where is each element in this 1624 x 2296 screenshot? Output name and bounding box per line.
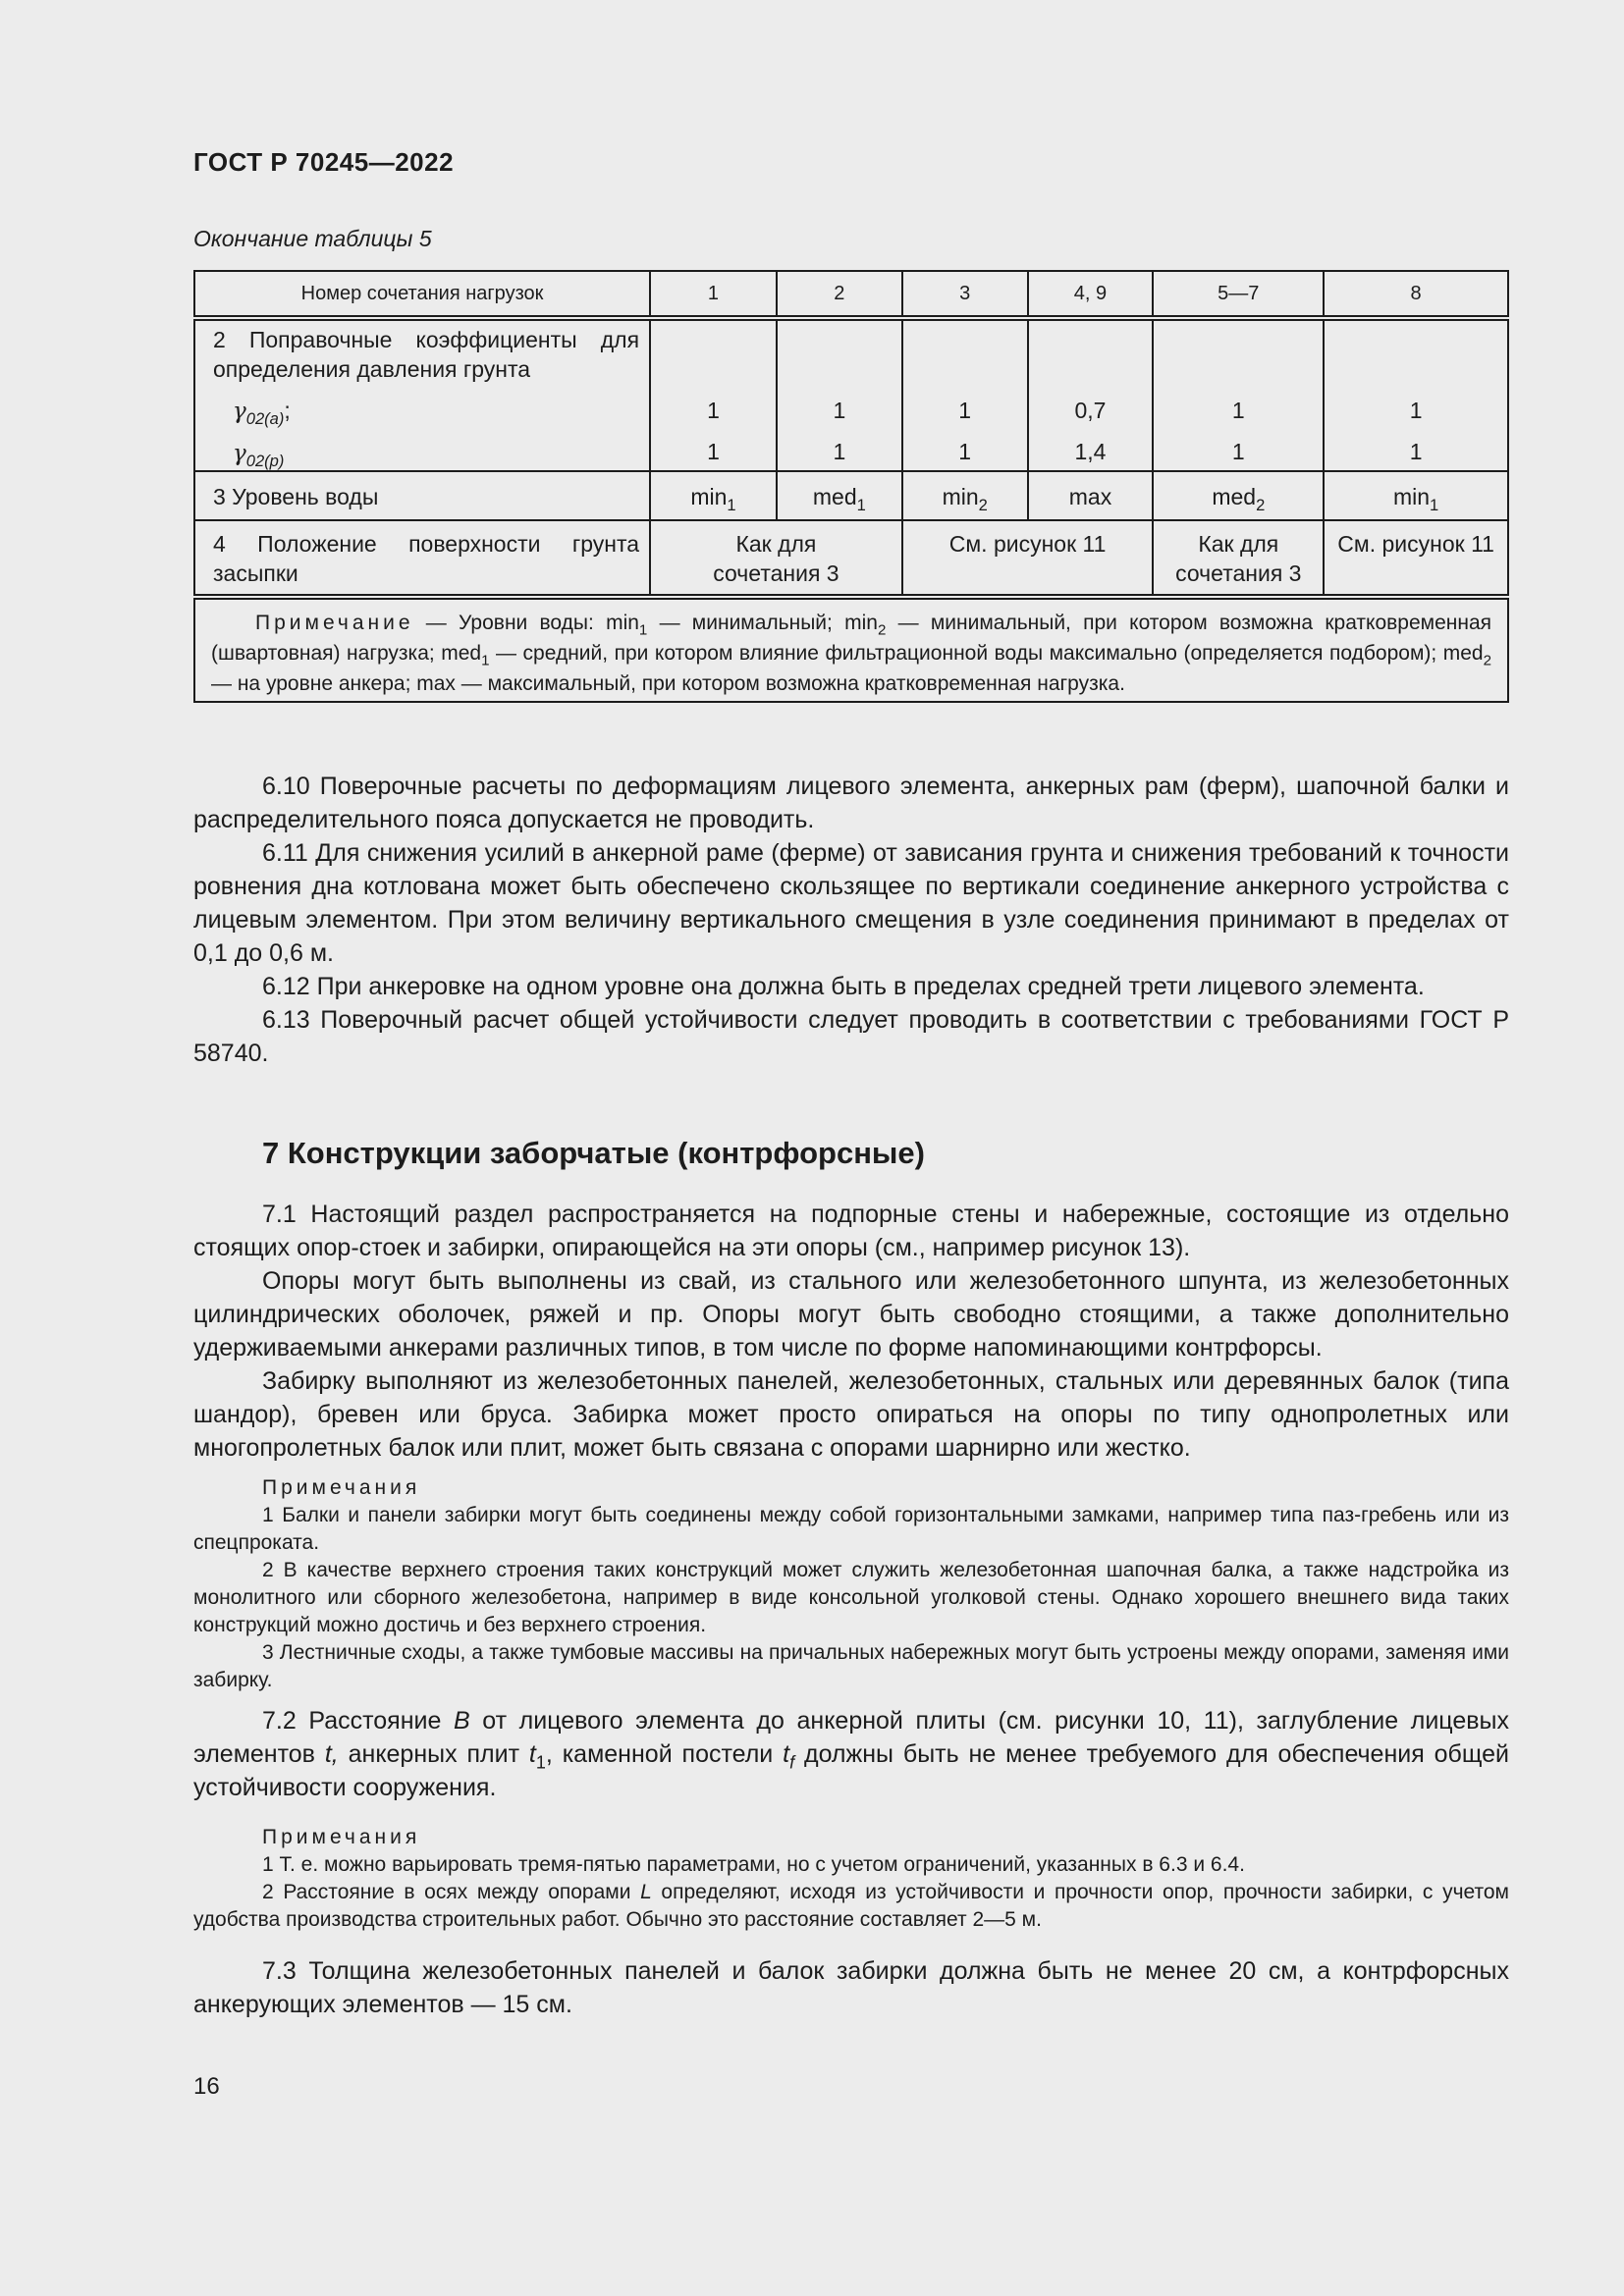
table-cell: 0,7 1,4: [1028, 318, 1154, 471]
note-item: 2 В качестве верхнего строения таких конструкций может служить железобетонная шапочная балка, а также надстройка из монолитного или сборного железобетона, например в виде консольной уголковой стены. Однако хорошего внешнего вида таких конструкций можно достичь и без верхнего строения.: [193, 1559, 1509, 1636]
section-6-paragraphs: [193, 770, 1509, 1070]
note-item: 1 Балки и панели забирки могут быть соединены между собой горизонтальными замками, например типа паз-гребень или из спецпроката.: [193, 1504, 1509, 1554]
notes-label: Примечания: [262, 1476, 421, 1499]
gamma-p-label: $\gamma_{02(p)}$: [233, 441, 285, 470]
header-cell: 3: [902, 271, 1028, 318]
paragraph: 6.10 Поверочные расчеты по деформациям лицевого элемента, анкерных рам (ферм), шапочной балки и распределительного пояса допускается не проводить.: [193, 773, 1509, 833]
coefficients-title: 2 Поправочные коэффициенты для определения давления грунта: [213, 327, 640, 382]
table-cell: $\min_1$: [650, 471, 777, 520]
paragraph: 6.11 Для снижения усилий в анкерной раме (ферме) от зависания грунта и снижения требований к точности ровнения дна котлована может быть обеспечено скользящее по вертикали соединение анкерного устройства с лицевым элементом. При этом величину вертикального смещения в узле соединения принимают в пределах от 0,1 до 0,6 м.: [193, 839, 1509, 967]
header-cell: Номер сочетания нагрузок: [194, 271, 650, 318]
table-cell: См. рисунок 11: [902, 520, 1154, 597]
table-cell: 1 1: [1324, 318, 1508, 471]
note-item: 1 Т. е. можно варьировать тремя-пятью параметрами, но с учетом ограничений, указанных в 6.3 и 6.4.: [262, 1853, 1245, 1876]
paragraph: Забирку выполняют из железобетонных панелей, железобетонных, стальных или деревянных балок (типа шандор), бревен или бруса. Забирка может просто опираться на опоры по типу однопролетных или многопролетных балок или плит, может быть связана с опорами шарнирно или жестко.: [193, 1367, 1509, 1462]
note-item: 3 Лестничные сходы, а также тумбовые массивы на причальных набережных могут быть устроены между опорами, заменяя ими забирку.: [193, 1641, 1509, 1691]
paragraph: Опоры могут быть выполнены из свай, из стального или железобетонного шпунта, из железобетонных цилиндрических оболочек, ряжей и пр. Опоры могут быть свободно стоящими, а также дополнительно удерживаемыми анкерами различных типов, в том числе по форме напоминающими контрфорсы.: [193, 1267, 1509, 1362]
table-cell: max: [1028, 471, 1154, 520]
table-cell: med$_1$: [777, 471, 902, 520]
note-item: 2 Расстояние в осях между опорами L определяют, исходя из устойчивости и прочности опор, прочности забирки, с учетом удобства производства строительных работ. Обычно это расстояние составляет 2—5 м.: [193, 1881, 1509, 1931]
document-header: ГОСТ Р 70245—2022: [193, 147, 455, 177]
paragraph-7-2: 7.2 Расстояние B от лицевого элемента до анкерной плиты (см. рисунки 10, 11), заглубление лицевых элементов t, анкерных плит $t_1$, каменной постели $t_f$ должны быть не менее требуемого для обеспечения общей устойчивости сооружения.: [193, 1707, 1510, 1801]
section-heading: 7 Конструкции заборчатые (контрфорсные): [262, 1136, 925, 1170]
table-5: [193, 270, 1509, 703]
paragraph: 6.13 Поверочный расчет общей устойчивости следует проводить в соответствии с требованиями ГОСТ Р 58740.: [193, 1006, 1509, 1067]
table-note: Примечание — Уровни воды: $\min_1$ — минимальный; $\min_2$ — минимальный, при котором возможна кратковременная (швартовная) нагрузка; med$_1$ — средний, при котором влияние фильтрационной воды максимально (определяется подбором); med$_2$ — на уровне анкера; max — максимальный, при котором возможна кратковременная нагрузка.: [194, 597, 1508, 702]
row-label: [194, 318, 650, 471]
table-note-row: [194, 597, 1508, 702]
table-cell: 1 1: [777, 318, 902, 471]
table-cell: med$_2$: [1153, 471, 1324, 520]
table-cell: $\min_1$: [1324, 471, 1508, 520]
header-cell: 5—7: [1153, 271, 1324, 318]
table-cell: Как для сочетания 3: [650, 520, 902, 597]
table-row: [194, 520, 1508, 597]
table-cell: 1 1: [902, 318, 1028, 471]
header-cell: 1: [650, 271, 777, 318]
paragraph: 6.12 При анкеровке на одном уровне она должна быть в пределах средней трети лицевого элемента.: [262, 973, 1425, 1000]
paragraph: 7.1 Настоящий раздел распространяется на подпорные стены и набережные, состоящие из отдельно стоящих опор-стоек и забирки, опирающейся на эти опоры (см., например рисунок 13).: [193, 1201, 1509, 1261]
section-7-intro: [193, 1198, 1509, 1465]
row-label: 4 Положение поверхности грунта засыпки: [194, 520, 650, 597]
row-label: 3 Уровень воды: [194, 471, 650, 520]
table-cell: $\min_2$: [902, 471, 1028, 520]
header-cell: 8: [1324, 271, 1508, 318]
table-cell: 1 1: [1153, 318, 1324, 471]
table-cell: 1 1: [650, 318, 777, 471]
header-cell: 4, 9: [1028, 271, 1154, 318]
header-cell: 2: [777, 271, 902, 318]
notes-block-1: [193, 1474, 1509, 1694]
gamma-a-label: $\gamma_{02(a)}$;: [233, 398, 291, 428]
paragraph-7-3: 7.3 Толщина железобетонных панелей и балок забирки должна быть не менее 20 см, а контрфорсных анкерующих элементов — 15 см.: [193, 1957, 1509, 2018]
page-number: 16: [193, 2073, 220, 2100]
table-row: [194, 471, 1508, 520]
table-cell: См. рисунок 11: [1324, 520, 1508, 597]
table-header-row: [194, 271, 1508, 318]
notes-block-2: [193, 1824, 1509, 1934]
notes-label: Примечания: [262, 1826, 421, 1848]
table-row: [194, 318, 1508, 471]
table-caption: Окончание таблицы 5: [193, 226, 432, 251]
table-cell: Как для сочетания 3: [1153, 520, 1324, 597]
